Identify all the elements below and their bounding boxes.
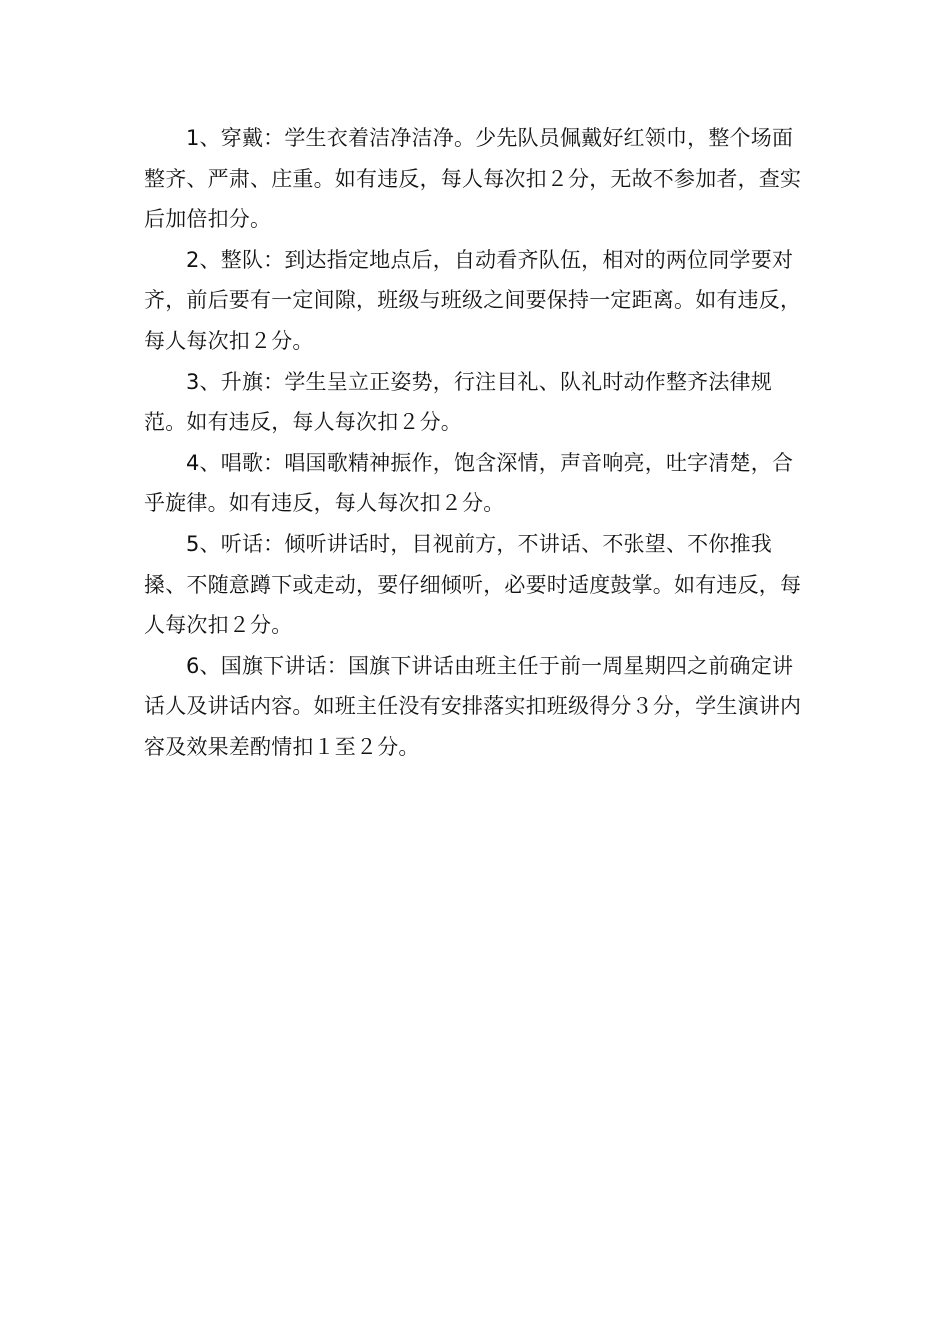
rule-paragraph-flag-speech: 6、国旗下讲话：国旗下讲话由班主任于前一周星期四之前确定讲话人及讲话内容。如班主任没有安排落实扣班级得分３分，学生演讲内容及效果差酌情扣１至２分。: [144, 653, 802, 759]
rule-paragraph-lineup: 2、整队：到达指定地点后，自动看齐队伍，相对的两位同学要对齐，前后要有一定间隙，班级与班级之间要保持一定距离。如有违反，每人每次扣２分。: [144, 247, 802, 353]
rule-paragraph-attire: 1、穿戴：学生衣着洁净洁净。少先队员佩戴好红领巾，整个场面整齐、严肃、庄重。如有违反，每人每次扣２分，无故不参加者，查实后加倍扣分。: [144, 126, 802, 232]
rule-paragraph-flag-raising: 3、升旗：学生呈立正姿势，行注目礼、队礼时动作整齐法律规范。如有违反，每人每次扣２分。: [144, 369, 772, 435]
document-body: [144, 118, 808, 768]
rule-paragraph-singing: 4、唱歌：唱国歌精神振作，饱含深情，声音响亮，吐字清楚，合乎旋律。如有违反，每人每次扣２分。: [144, 450, 794, 516]
rule-paragraph-listening: 5、听话：倾听讲话时，目视前方，不讲话、不张望、不你推我搡、不随意蹲下或走动，要仔细倾听，必要时适度鼓掌。如有违反，每人每次扣２分。: [144, 531, 802, 638]
